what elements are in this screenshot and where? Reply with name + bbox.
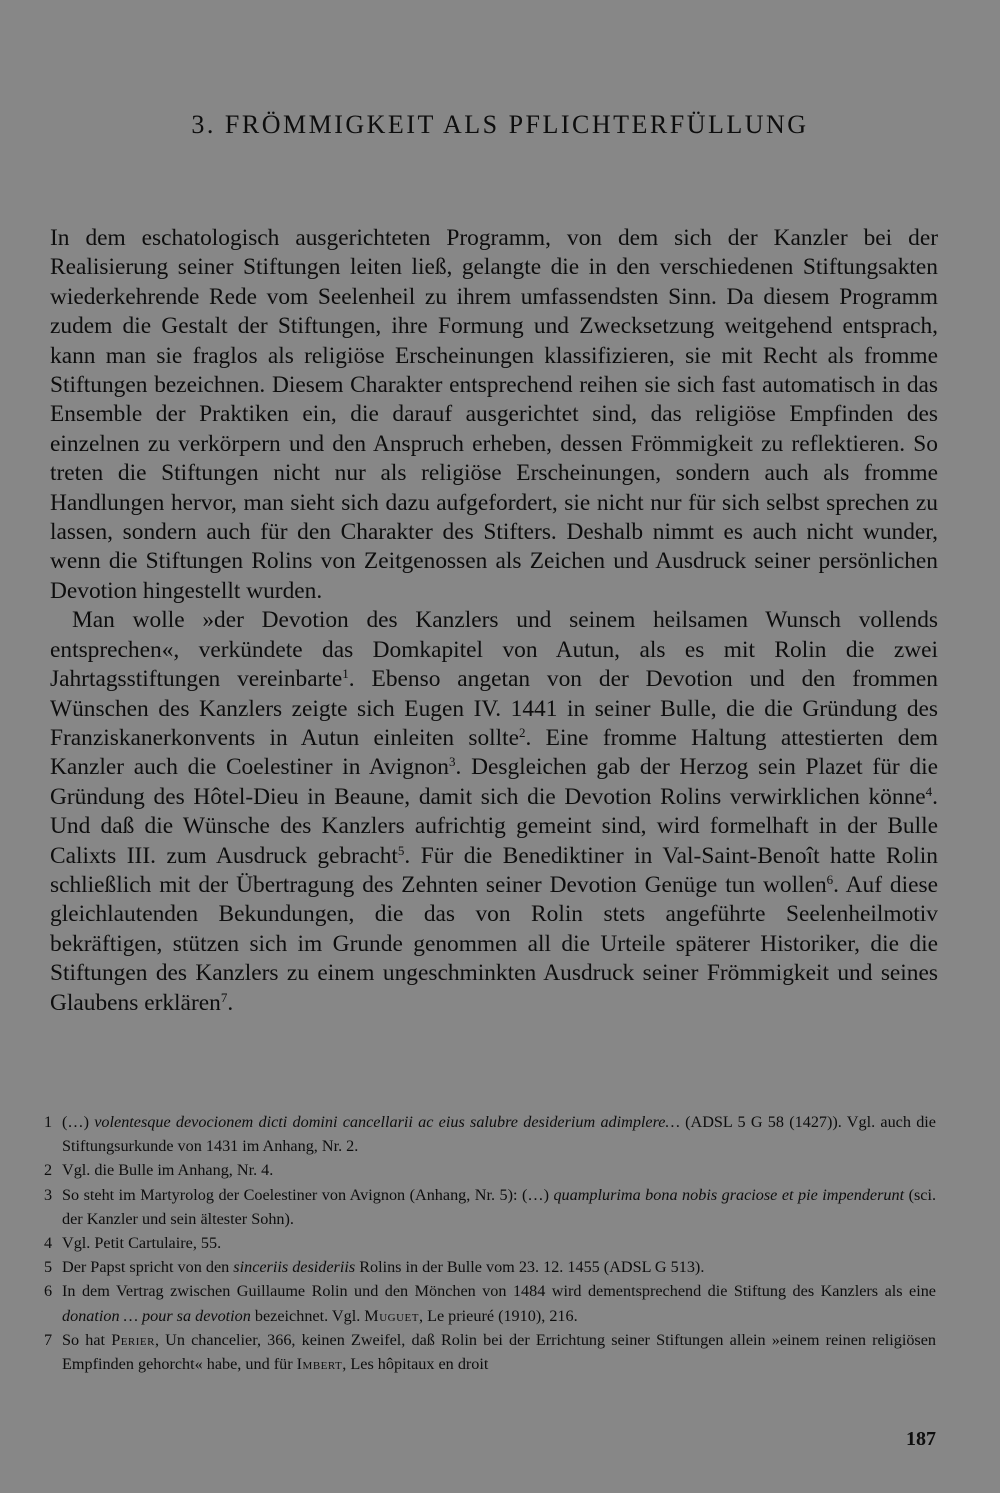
footnote-number: 2 (44, 1161, 53, 1180)
footnote-text (62, 1328, 936, 1376)
text-run: Der Papst spricht von den (62, 1258, 234, 1277)
text-run: So steht im Martyrolog der Coelestiner von Avignon (Anhang, Nr. 5): (…) (62, 1185, 554, 1204)
text-run: In dem Vertrag zwischen Guillaume Rolin und den Mönchen von 1484 wird dementsprechend die Stiftung des Kanzlers als eine (62, 1282, 936, 1301)
footnote-number: 6 (44, 1282, 53, 1301)
footnote (44, 1279, 936, 1327)
footnote-text (62, 1255, 936, 1279)
footnote-text (62, 1110, 936, 1158)
footnote-ref: 2 (519, 724, 526, 740)
body-text (50, 224, 938, 1018)
footnote-ref: 6 (826, 871, 834, 887)
footnote (44, 1110, 936, 1158)
latin-quote: sinceriis desideriis (233, 1258, 356, 1277)
text-run: (sci. der Kanzler und sein ältester Sohn). (62, 1185, 937, 1228)
text-run: So hat (62, 1330, 112, 1349)
body-paragraph (50, 606, 938, 1018)
footnote-ref: 7 (220, 989, 228, 1005)
footnote-number: 5 (44, 1258, 53, 1277)
footnote-ref: 1 (342, 666, 349, 682)
page-number: 187 (906, 1428, 936, 1450)
latin-quote: volentesque devocionem dicti domini cancellarii ac eius salubre desiderium adimplere… (94, 1113, 680, 1131)
footnote-text (62, 1279, 936, 1327)
text-run: . Ebenso angetan von der Devotion und den frommen Wünschen des Kanzlers zeigte sich Eugen IV. 1441 in seiner Bulle, die die Gründung des Franziskanerkonvents in Autun einleiten sollte (50, 666, 938, 751)
author-name: Muguet (364, 1306, 419, 1325)
footnote (44, 1255, 936, 1279)
text-run: Man wolle »der Devotion des Kanzlers und seinem heilsamen Wunsch vollends entsprechen«, verkündete das Domkapitel von Autun, als es mit Rolin die zwei Jahrtagsstiftungen vereinbarte (50, 607, 938, 693)
text-run: Vgl. die Bulle im Anhang, Nr. 4. (62, 1161, 274, 1180)
footnote (44, 1328, 936, 1376)
text-run: . Eine fromme Haltung attestierten dem Kanzler auch die Coelestiner in Avignon (50, 724, 938, 781)
latin-quote: donation … pour sa devotion (62, 1306, 251, 1325)
footnote-number: 4 (44, 1234, 53, 1253)
footnote (44, 1231, 936, 1255)
text-run: In dem eschatologisch ausgerichteten Programm, von dem sich der Kanzler bei der Realisierung seiner Stiftungen leiten ließ, gelangte die in den verschiedenen Stiftungsakten wiederkehrende Rede vom Seelenheil zu ihrem umfassendsten Sinn. Da diesem Programm zudem die Gestalt der Stiftungen, ihre Formung und Zwecksetzung weitgehend entsprach, kann man sie fraglos als religiöse Erscheinungen klassifizieren, sie mit Recht als fromme Stiftungen bezeichnen. Diesem Charakter entsprechend reihen sie sich fast automatisch in das Ensemble der Praktiken ein, die darauf ausgerichtet sind, das religiöse Empfinden des einzelnen zu verkörpern und den Anspruch erheben, dessen Frömmigkeit zu reflektieren. So treten die Stiftungen nicht nur als religiöse Erscheinungen, sondern auch als fromme Handlungen hervor, man sieht sich dazu aufgefordert, sie nicht nur für sich selbst sprechen zu lassen, sondern auch für den Charakter des Stifters. Deshalb nimmt es auch nicht wunder, wenn die Stiftungen Rolins von Zeitgenossen als Zeichen und Ausdruck seiner persönlichen Devotion hingestellt wurden. (50, 225, 938, 604)
text-run: (…) (62, 1113, 95, 1131)
author-name: Perier (111, 1330, 155, 1349)
text-run: . Und daß die Wünsche des Kanzlers aufrichtig gemeint sind, wird formelhaft in der Bulle Calixts III. zum Ausdruck gebracht (50, 783, 938, 869)
latin-quote: quamplurima bona nobis graciose et pie impenderunt (553, 1185, 905, 1204)
footnote (44, 1158, 936, 1182)
text-run: . Auf diese gleichlautenden Bekundungen, die das von Rolin stets angeführte Seelenheilmotiv bekräftigen, stützen sich im Grunde genommen all die Urteile späterer Historiker, die die Stiftungen des Kanzlers zu einem ungeschminkten Ausdruck seiner Frömmigkeit und seines Glaubens erklären (50, 871, 938, 1016)
text-run: . Desgleichen gab der Herzog sein Plazet für die Gründung des Hôtel-Dieu in Beaune, damit sich die Devotion Rolins verwirklichen könne (50, 754, 938, 810)
body-paragraph (50, 224, 938, 606)
footnote-number: 3 (44, 1185, 53, 1204)
footnote-text (62, 1231, 936, 1255)
text-run: Vgl. Petit Cartulaire, 55. (62, 1234, 222, 1253)
text-run: Rolins in der Bulle vom 23. 12. 1455 (ADSL G 513). (355, 1258, 705, 1277)
footnote-ref: 4 (925, 783, 933, 799)
text-run: , Le prieuré (1910), 216. (418, 1306, 578, 1325)
text-run: , Un chancelier, 366, keinen Zweifel, daß Rolin bei der Errichtung seiner Stiftungen allein »einem reinen religiösen Empfinden gehorcht« habe, und für (62, 1330, 937, 1374)
text-run: . (227, 989, 234, 1016)
footnote-ref: 3 (449, 754, 456, 770)
footnote-number: 1 (44, 1113, 53, 1131)
footnote-number: 7 (44, 1330, 53, 1349)
footnote-text (62, 1158, 936, 1182)
footnote-text (62, 1183, 936, 1231)
text-run: (ADSL 5 G 58 (1427)). Vgl. auch die Stiftungsurkunde von 1431 im Anhang, Nr. 2. (62, 1113, 936, 1156)
chapter-heading: 3. FRÖMMIGKEIT ALS PFLICHTERFÜLLUNG (191, 110, 809, 139)
footnotes (44, 1110, 936, 1376)
footnote (44, 1183, 936, 1231)
author-name: Imbert (296, 1355, 343, 1374)
text-run: , Les hôpitaux en droit (342, 1355, 489, 1374)
footnote-ref: 5 (397, 842, 405, 858)
text-run: bezeichnet. Vgl. (250, 1306, 365, 1325)
text-run: . Für die Benediktiner in Val-Saint-Benoît hatte Rolin schließlich mit der Übertragung des Zehnten seiner Devotion Genüge tun wollen (50, 842, 938, 898)
